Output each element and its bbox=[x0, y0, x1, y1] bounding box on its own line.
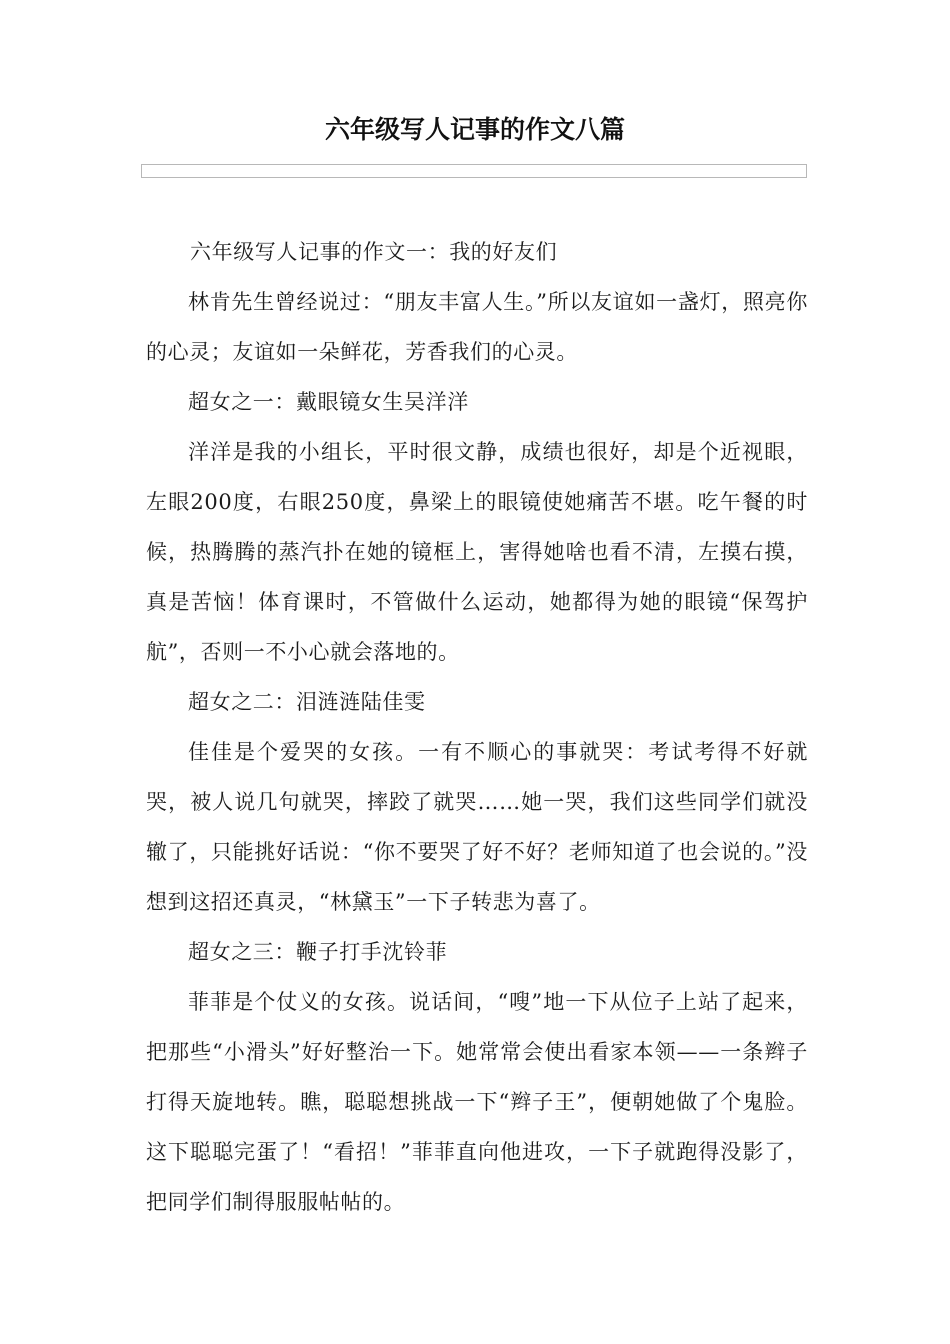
paragraph-feifei: 菲菲是个仗义的女孩。说话间，“嗖”地一下从位子上站了起来，把那些“小滑头”好好整治一下。她常常会使出看家本领——一条辫子打得天旋地转。瞧，聪聪想挑战一下“辫子王”，便朝她做了个鬼脸。这下聪聪完蛋了！“看招！”菲菲直向他进攻，一下子就跑得没影了，把同学们制得服服帖帖的。 bbox=[146, 990, 808, 1214]
section-heading-2: 超女之二：泪涟涟陆佳雯 bbox=[188, 690, 426, 714]
paragraph-jiajia: 佳佳是个爱哭的女孩。一有不顺心的事就哭：考试考得不好就哭，被人说几句就哭，摔跤了就哭……她一哭，我们这些同学们就没辙了，只能挑好话说：“你不要哭了好不好？老师知道了也会说的。”没想到这招还真灵，“林黛玉”一下子转悲为喜了。 bbox=[146, 740, 808, 914]
section-heading-3: 超女之三：鞭子打手沈铃菲 bbox=[188, 940, 448, 964]
section-heading-1: 超女之一：戴眼镜女生吴洋洋 bbox=[188, 390, 469, 414]
title-divider bbox=[141, 164, 807, 178]
paragraph-yangyang: 洋洋是我的小组长，平时很文静，成绩也很好，却是个近视眼，左眼200度，右眼250度，鼻梁上的眼镜使她痛苦不堪。吃午餐的时候，热腾腾的蒸汽扑在她的镜框上，害得她啥也看不清，左摸右摸，真是苦恼！体育课时，不管做什么运动，她都得为她的眼镜“保驾护航”，否则一不小心就会落地的。 bbox=[146, 440, 808, 664]
paragraph-intro: 林肯先生曾经说过：“朋友丰富人生。”所以友谊如一盏灯，照亮你的心灵；友谊如一朵鲜花，芳香我们的心灵。 bbox=[146, 290, 808, 364]
document-title: 六年级写人记事的作文八篇 bbox=[324, 115, 625, 144]
document-body bbox=[146, 227, 808, 1227]
essay-heading: 六年级写人记事的作文一：我的好友们 bbox=[190, 240, 558, 264]
